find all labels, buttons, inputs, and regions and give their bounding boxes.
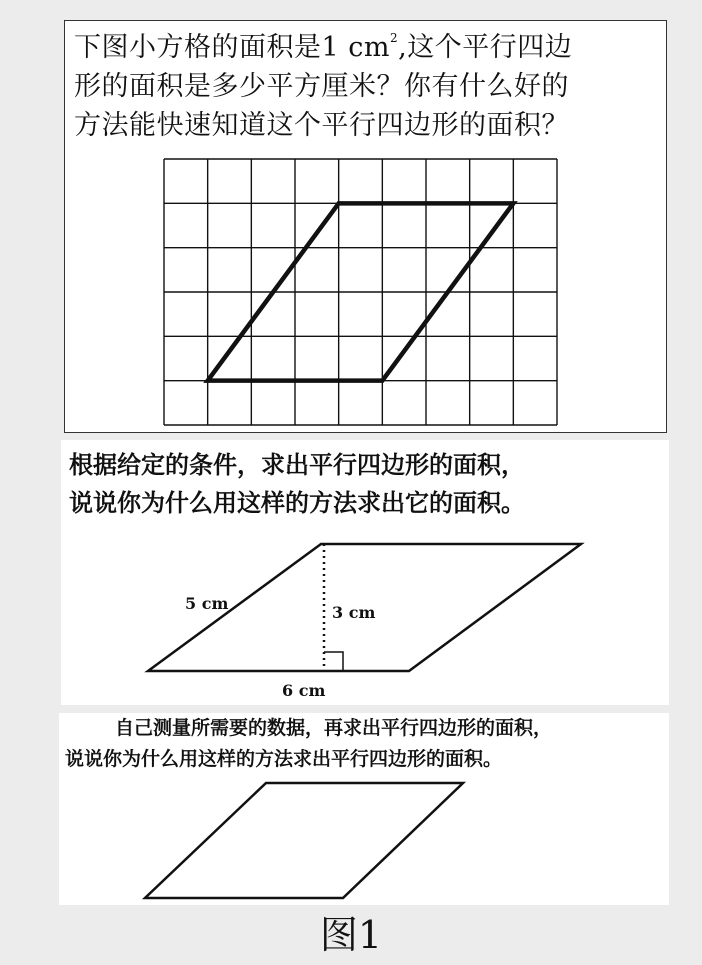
right-angle-mark <box>324 652 343 671</box>
base-label: 6 cm <box>282 681 326 700</box>
problem2-line1: 根据给定的条件，求出平行四边形的面积， <box>69 451 525 479</box>
parallelogram-figure-3 <box>59 713 669 905</box>
parallelogram-figure-2 <box>61 440 669 705</box>
problem3-line2: 说说你为什么用这样的方法求出平行四边形的面积。 <box>65 748 503 770</box>
side-label: 5 cm <box>185 594 229 613</box>
height-label: 3 cm <box>332 603 376 622</box>
problem3-panel <box>59 713 669 905</box>
problem3-line1: 自己测量所需要的数据，再求出平行四边形的面积， <box>115 717 553 739</box>
problem1-line2: 形的面积是多少平方厘米？你有什么好的 <box>74 71 569 102</box>
problem2-panel <box>61 440 669 705</box>
problem1-panel <box>64 20 667 433</box>
problem1-line3: 方法能快速知道这个平行四边形的面积？ <box>74 110 569 141</box>
grid-figure <box>164 159 557 425</box>
superscript-2: 2 <box>390 31 399 45</box>
parallelogram-3 <box>145 783 463 898</box>
problem2-line2: 说说你为什么用这样的方法求出它的面积。 <box>69 489 525 517</box>
problem1-text <box>74 28 659 145</box>
figure-caption: 图1 <box>319 913 383 957</box>
problem1-line1: 下图小方格的面积是1 $cm^2$,这个平行四边 <box>74 31 573 63</box>
